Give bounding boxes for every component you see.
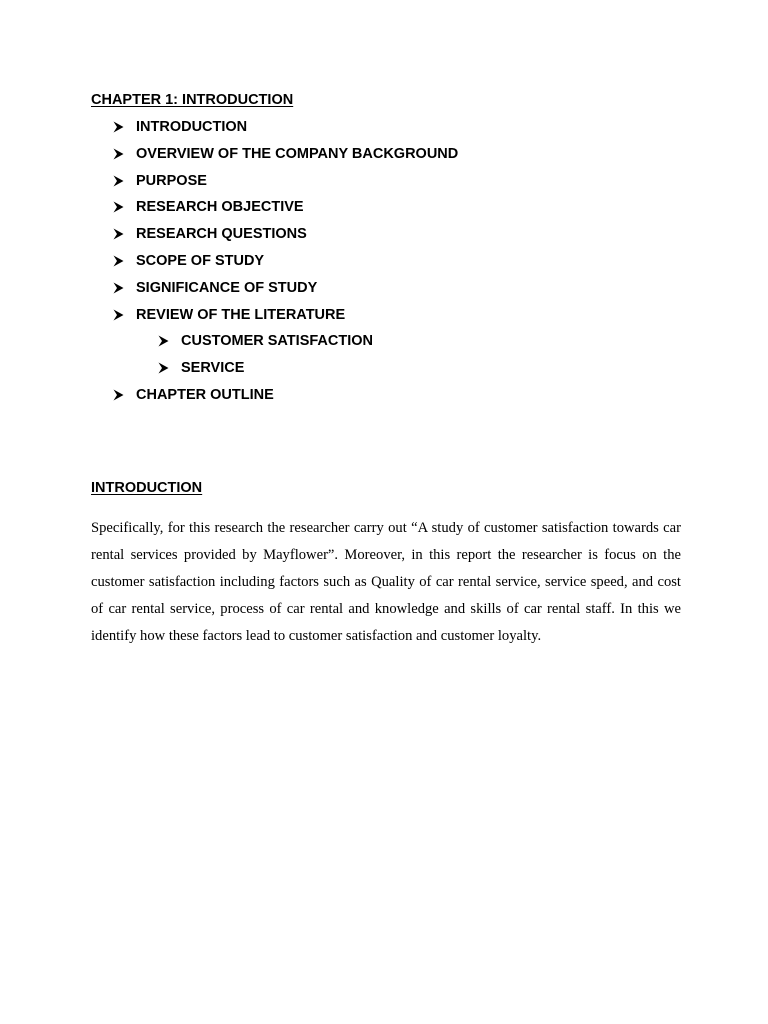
- toc-item-label: RESEARCH QUESTIONS: [136, 226, 307, 243]
- toc-item: [0, 358, 458, 385]
- toc-item: [0, 305, 458, 332]
- toc-item-label: CHAPTER OUTLINE: [136, 386, 274, 403]
- toc-item-label: SERVICE: [181, 360, 245, 377]
- arrowhead-bullet-icon: [113, 148, 124, 160]
- toc-item: [0, 117, 458, 144]
- toc-item-label: RESEARCH OBJECTIVE: [136, 199, 304, 216]
- toc-item-label: PURPOSE: [136, 172, 207, 189]
- toc-item-label: SIGNIFICANCE OF STUDY: [136, 279, 318, 296]
- arrowhead-bullet-icon: [113, 255, 124, 267]
- arrowhead-bullet-icon: [113, 175, 124, 187]
- toc-item-label: SCOPE OF STUDY: [136, 252, 265, 269]
- chapter-heading: CHAPTER 1: INTRODUCTION: [91, 92, 294, 108]
- toc-item-label: CUSTOMER SATISFACTION: [181, 333, 373, 350]
- arrowhead-bullet-icon: [113, 389, 124, 401]
- arrowhead-bullet-icon: [113, 228, 124, 240]
- toc-item-label: INTRODUCTION: [136, 119, 248, 135]
- arrowhead-bullet-icon: [158, 335, 169, 347]
- toc-item: [0, 251, 458, 278]
- arrowhead-bullet-icon: [113, 201, 124, 213]
- toc-item: [0, 331, 458, 358]
- arrowhead-bullet-icon: [158, 362, 169, 374]
- toc-item: [0, 278, 458, 305]
- arrowhead-bullet-icon: [113, 121, 124, 133]
- toc-item: [0, 385, 458, 412]
- toc-item: [0, 144, 458, 171]
- table-of-contents: [0, 117, 458, 412]
- toc-item-label: OVERVIEW OF THE COMPANY BACKGROUND: [136, 145, 459, 162]
- toc-item-label: REVIEW OF THE LITERATURE: [136, 306, 346, 323]
- introduction-paragraph: Specifically, for this research the researcher carry out “A study of customer satisfaction towards car rental services provided by Mayflower”. Moreover, in this report the researcher is focus on the customer satisfaction including factors such as Quality of car rental service, service speed, and cost of car rental service, process of car rental and knowledge and skills of car rental staff. In this we identify how these factors lead to customer satisfaction and customer loyalty.: [91, 520, 681, 644]
- toc-item: [0, 224, 458, 251]
- toc-item: [0, 171, 458, 198]
- section-heading: INTRODUCTION: [91, 480, 203, 496]
- arrowhead-bullet-icon: [113, 282, 124, 294]
- arrowhead-bullet-icon: [113, 309, 124, 321]
- toc-item: [0, 197, 458, 224]
